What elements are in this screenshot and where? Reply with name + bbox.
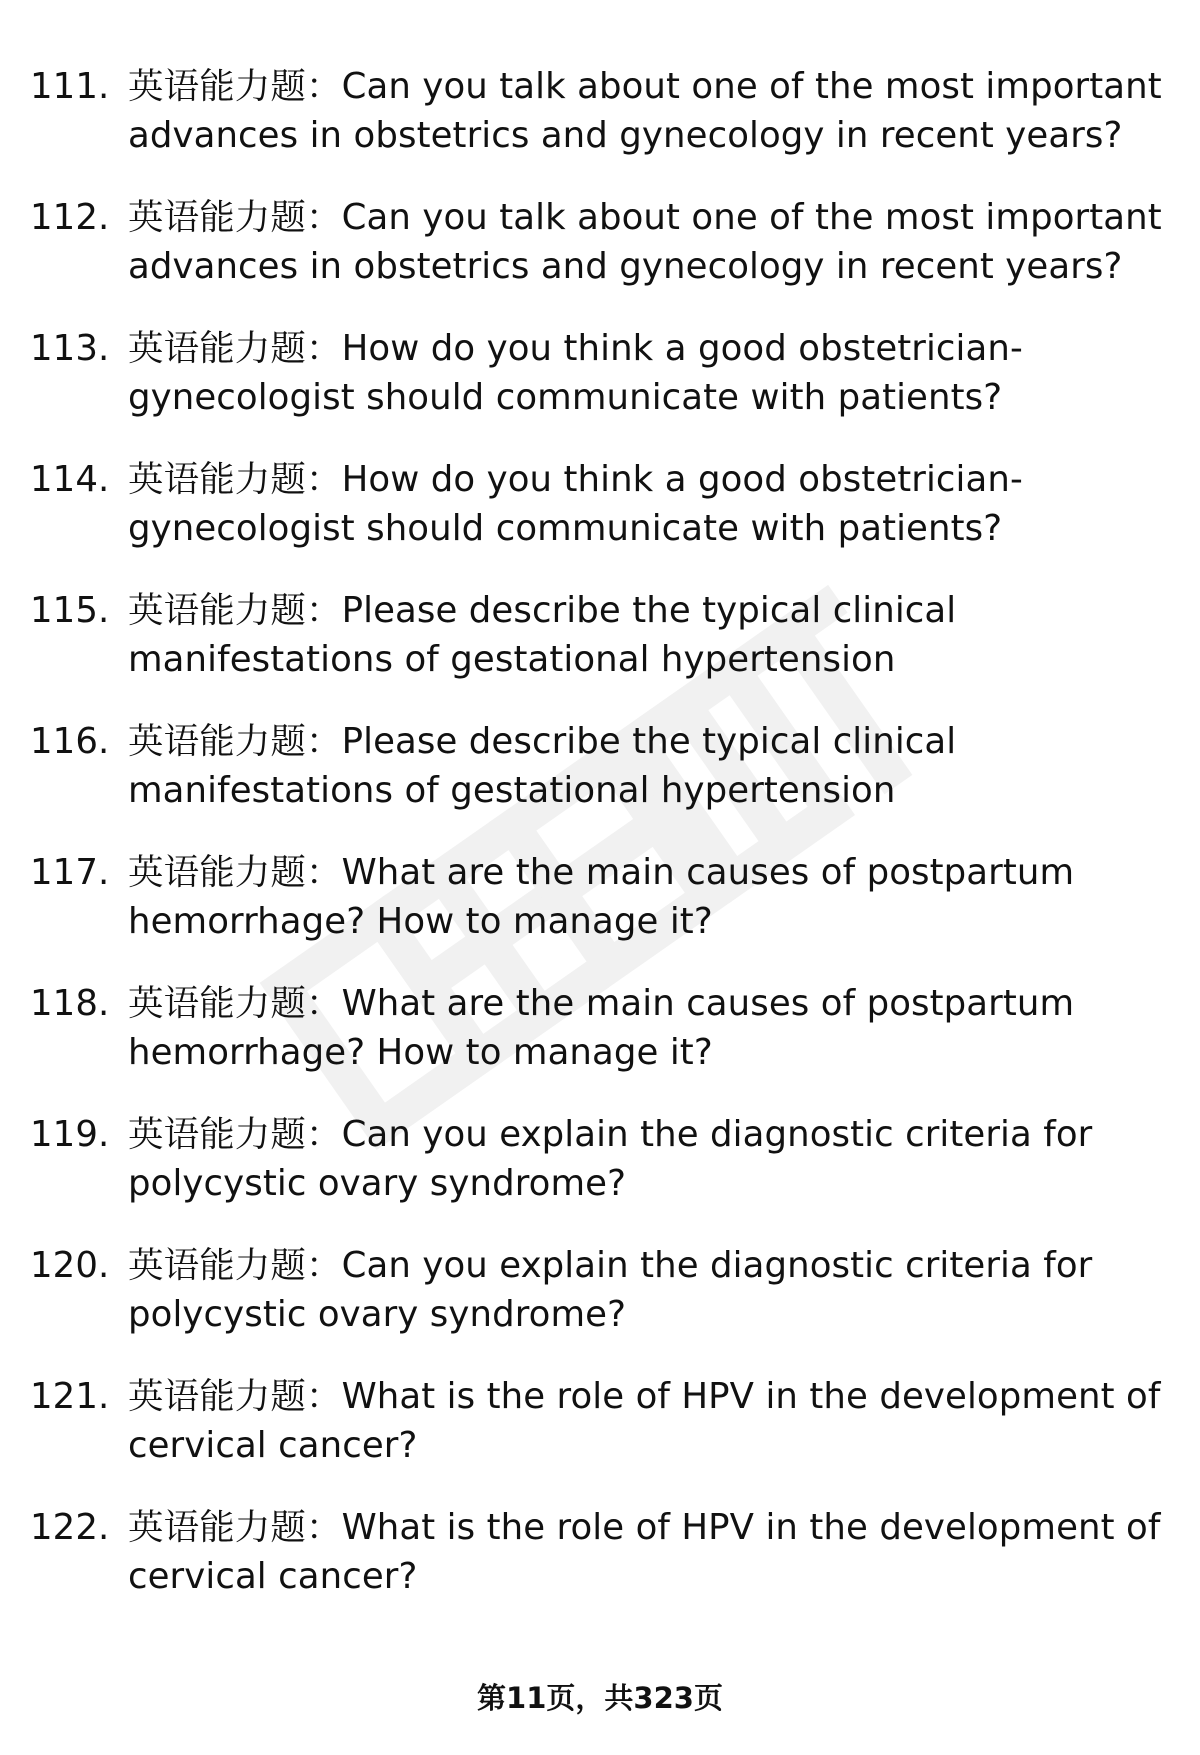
item-number: 119. <box>30 1114 110 1155</box>
item-tag: 英语能力题： <box>128 983 342 1024</box>
list-item <box>30 586 1180 684</box>
item-number: 120. <box>30 1245 110 1286</box>
item-text: Please describe the typical clinical manifestations of gestational hypertension <box>128 590 957 680</box>
item-tag: 英语能力题： <box>128 459 342 500</box>
item-text: Can you explain the diagnostic criteria for polycystic ovary syndrome? <box>128 1114 1093 1204</box>
item-number: 117. <box>30 852 110 893</box>
item-number: 113. <box>30 328 110 369</box>
item-text: Can you talk about one of the most important advances in obstetrics and gynecology in recent years? <box>128 197 1162 287</box>
item-number: 118. <box>30 983 110 1024</box>
item-text: Can you talk about one of the most important advances in obstetrics and gynecology in recent years? <box>128 66 1162 156</box>
item-tag: 英语能力题： <box>128 1376 342 1417</box>
item-number: 121. <box>30 1376 110 1417</box>
item-tag: 英语能力题： <box>128 852 342 893</box>
item-text: Please describe the typical clinical manifestations of gestational hypertension <box>128 721 957 811</box>
item-text: What is the role of HPV in the development of cervical cancer? <box>128 1376 1161 1466</box>
item-number: 112. <box>30 197 110 238</box>
item-text: Can you explain the diagnostic criteria for polycystic ovary syndrome? <box>128 1245 1093 1335</box>
question-list <box>30 62 1180 1634</box>
item-text: What are the main causes of postpartum hemorrhage? How to manage it? <box>128 852 1075 942</box>
list-item <box>30 455 1180 553</box>
list-item <box>30 1110 1180 1208</box>
item-tag: 英语能力题： <box>128 1114 342 1155</box>
list-item <box>30 1241 1180 1339</box>
item-tag: 英语能力题： <box>128 66 342 107</box>
item-text: What is the role of HPV in the development of cervical cancer? <box>128 1507 1161 1597</box>
item-tag: 英语能力题： <box>128 721 342 762</box>
list-item <box>30 717 1180 815</box>
item-tag: 英语能力题： <box>128 1507 342 1548</box>
list-item <box>30 324 1180 422</box>
list-item <box>30 848 1180 946</box>
item-text: What are the main causes of postpartum hemorrhage? How to manage it? <box>128 983 1075 1073</box>
page-footer: 第11页，共323页 <box>477 1681 723 1715</box>
list-item <box>30 1503 1180 1601</box>
item-tag: 英语能力题： <box>128 590 342 631</box>
list-item <box>30 1372 1180 1470</box>
item-tag: 英语能力题： <box>128 328 342 369</box>
item-tag: 英语能力题： <box>128 1245 342 1286</box>
item-text: How do you think a good obstetrician-gynecologist should communicate with patients? <box>128 459 1023 549</box>
item-number: 111. <box>30 66 110 107</box>
item-number: 122. <box>30 1507 110 1548</box>
list-item <box>30 979 1180 1077</box>
list-item <box>30 62 1180 160</box>
item-number: 115. <box>30 590 110 631</box>
list-item <box>30 193 1180 291</box>
item-tag: 英语能力题： <box>128 197 342 238</box>
item-number: 116. <box>30 721 110 762</box>
item-text: How do you think a good obstetrician-gynecologist should communicate with patients? <box>128 328 1023 418</box>
item-number: 114. <box>30 459 110 500</box>
